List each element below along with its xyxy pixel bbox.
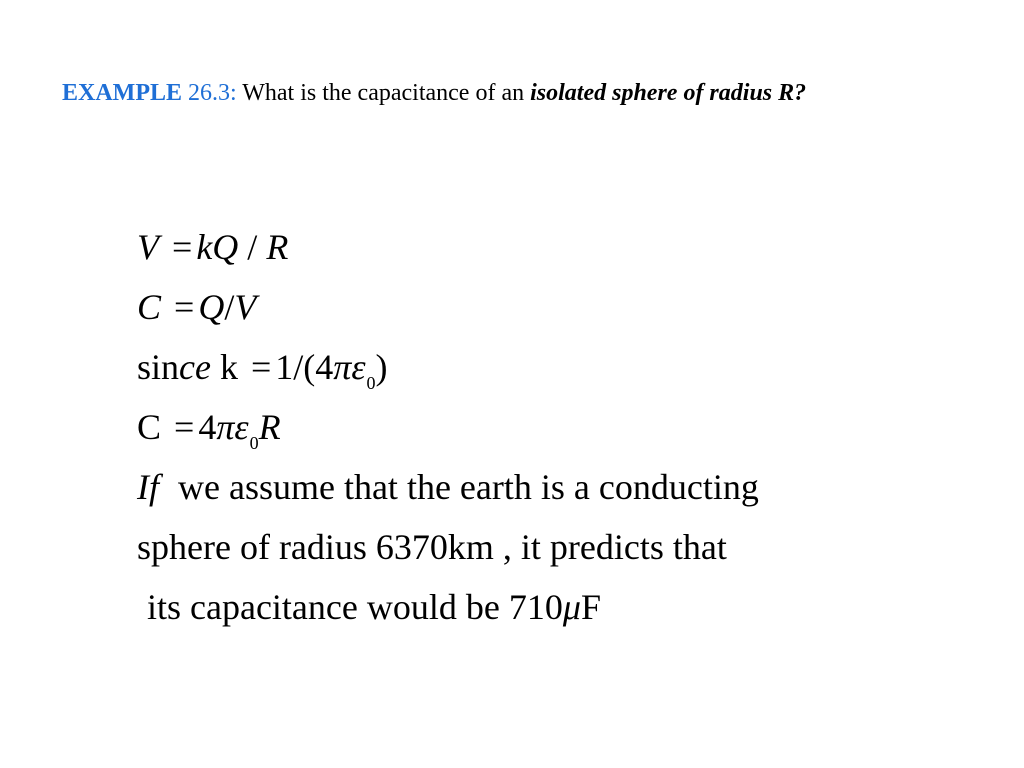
eq3-k: k [219,347,238,387]
text-line-result [137,582,759,642]
eq4-r: R [258,407,281,447]
equation-sphere-capacitance [137,402,759,462]
title-emphasis: isolated sphere of radius R? [530,80,807,106]
eq1-slash: / [247,227,258,267]
eq4-lhs: C [137,407,162,447]
example-label: EXAMPLE [62,80,182,106]
eq4-subscript: 0 [249,433,259,453]
eq2-q: Q [198,287,225,327]
eq3-sin: sin [137,347,180,387]
example-number: 26.3: [188,80,237,106]
eq2-slash: / [224,287,235,327]
text-line-sphere [137,522,759,582]
text-line-assume [137,462,759,522]
eq1-k: k [196,227,213,267]
equation-capacitance-definition [137,282,759,342]
slide-title [62,80,806,107]
text-mu: μ [562,587,581,627]
eq3-ce: ce [179,347,211,387]
text-line7: its capacitance would be 710 [147,587,563,627]
eq1-q: Q [212,227,239,267]
eq1-lhs: V [137,227,159,267]
equation-potential [137,222,759,282]
text-if: If [137,467,159,507]
eq3-pi: π [333,347,352,387]
eq3-rhs: 1/(4 [275,347,334,387]
eq2-equals: = [174,287,195,327]
eq3-close: ) [375,347,388,387]
eq4-equals: = [174,407,195,447]
eq3-subscript: 0 [366,373,376,393]
eq2-lhs: C [137,287,162,327]
eq2-v: V [234,287,257,327]
text-line5: we assume that the earth is a conducting [178,467,759,507]
eq4-pi: π [216,407,235,447]
eq3-equals: = [250,347,272,387]
eq4-epsilon: ε [234,407,249,447]
title-question: What is the capacitance of an [242,80,525,106]
eq1-r: R [266,227,289,267]
text-line6: sphere of radius 6370km , it predicts that [137,527,727,567]
eq1-equals: = [172,227,193,267]
text-unit: F [580,587,601,627]
equation-block [137,222,759,642]
equation-since-k [137,342,759,402]
eq3-epsilon: ε [351,347,366,387]
eq4-four: 4 [198,407,217,447]
